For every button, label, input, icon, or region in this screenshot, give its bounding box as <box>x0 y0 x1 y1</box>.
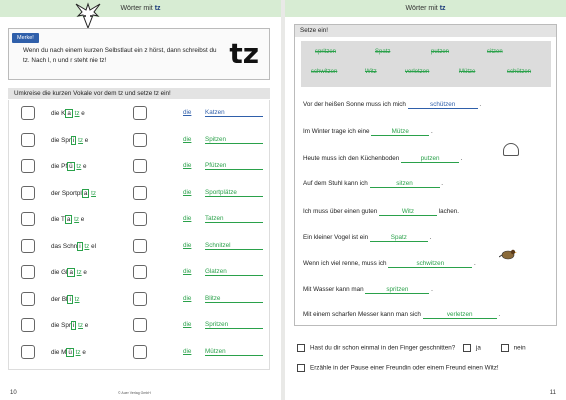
word-fragment: das Schn i tz el <box>51 242 96 250</box>
picture-icon <box>21 186 35 200</box>
exercise-row <box>9 100 271 126</box>
word-fragment: die T a tz e <box>51 216 85 223</box>
fill-blank[interactable]: schützen <box>408 101 478 109</box>
word-bank-item: schwitzen <box>311 69 338 75</box>
picture-icon <box>21 345 35 359</box>
picture-icon <box>21 318 35 332</box>
exercise-row <box>9 153 271 179</box>
fill-blank[interactable]: Witz <box>379 208 437 216</box>
merke-box <box>8 28 270 80</box>
picture-icon <box>21 212 35 226</box>
exercise-box <box>294 24 557 326</box>
fill-sentence: Vor der heißen Sonne muss ich mich schützen . <box>303 101 482 108</box>
answer-field[interactable]: Sportplätze <box>205 189 263 197</box>
exercise-row <box>9 206 271 232</box>
page-number-left: 10 <box>10 390 17 396</box>
picture-icon <box>133 212 147 226</box>
answer-field[interactable]: Mützen <box>205 348 263 356</box>
task-instruction: Umkreise die kurzen Vokale vor dem tz und setze tz ein! <box>8 88 270 99</box>
article-label: die <box>183 294 192 302</box>
fill-sentence: Im Winter trage ich eine Mütze . <box>303 128 433 135</box>
answer-field[interactable]: Schnitzel <box>205 242 263 250</box>
word-bank-item: putzen <box>431 49 450 55</box>
word-bank-item: Witz <box>365 69 377 75</box>
article-label: die <box>183 135 192 143</box>
article-label: die <box>183 188 192 196</box>
question-2: Erzähle in der Pause einer Freundin oder einem Freund einen Witz! <box>297 364 499 372</box>
word-bank-item: verletzen <box>405 69 430 75</box>
picture-icon <box>21 159 35 173</box>
picture-icon <box>133 318 147 332</box>
fill-blank[interactable]: schwitzen <box>388 260 472 268</box>
word-fragment: der Bl i tz <box>51 295 80 303</box>
question-1-checkbox[interactable] <box>297 344 305 352</box>
answer-field[interactable]: Blitze <box>205 295 263 303</box>
picture-icon <box>133 345 147 359</box>
picture-icon <box>133 239 147 253</box>
article-label: die <box>183 215 192 222</box>
answer-field[interactable]: Katzen <box>205 109 263 117</box>
fill-sentence: Ein kleiner Vogel ist ein Spatz . <box>303 234 432 241</box>
word-fragment: die Pf ü tz e <box>51 163 87 170</box>
picture-icon <box>21 292 35 306</box>
merke-tag: Merke! <box>12 33 39 43</box>
fill-sentence: Auf dem Stuhl kann ich sitzen . <box>303 180 444 187</box>
picture-icon <box>133 186 147 200</box>
picture-icon <box>21 265 35 279</box>
picture-icon <box>21 106 35 120</box>
answer-field[interactable]: Glatzen <box>205 268 263 276</box>
answer-field[interactable]: Spitzen <box>205 136 263 144</box>
word-fragment: die Spr i tz e <box>51 322 89 329</box>
fill-blank[interactable]: Spatz <box>370 234 428 242</box>
fill-blank[interactable]: verletzen <box>423 311 497 319</box>
picture-icon <box>133 292 147 306</box>
page-number-right: 11 <box>549 390 556 396</box>
question-1: Hast du dir schon einmal in den Finger geschnitten? ja nein <box>297 344 526 352</box>
exercise-row <box>9 233 271 259</box>
picture-icon <box>133 159 147 173</box>
right-header: Wörter mit tz <box>285 0 566 17</box>
word-fragment: die K a tz e <box>51 110 85 117</box>
exercise-row <box>9 339 271 365</box>
bird-icon <box>499 247 517 261</box>
exercise-rows <box>8 100 270 370</box>
fill-sentence: Mit Wasser kann man spritzen . <box>303 286 433 293</box>
bell-icon <box>503 143 519 156</box>
word-bank-item: Spatz <box>375 49 391 55</box>
article-label: die <box>183 347 192 355</box>
article-label: die <box>183 109 192 116</box>
word-bank <box>301 41 551 87</box>
tz-label: tz <box>229 37 259 70</box>
question-2-checkbox[interactable] <box>297 364 305 372</box>
exercise-row <box>9 286 271 312</box>
fill-blank[interactable]: spritzen <box>365 286 429 294</box>
article-label: die <box>183 321 192 328</box>
article-label: die <box>183 162 192 169</box>
fill-blank[interactable]: sitzen <box>370 180 440 188</box>
word-bank-item: Mütze <box>459 69 476 75</box>
word-bank-item: sitzen <box>487 49 503 55</box>
merke-text: Wenn du nach einem kurzen Selbstlaut ein z hörst, dann schreibst du tz. Nach l, n und r steht nie tz! <box>23 47 217 64</box>
exercise-row <box>9 312 271 338</box>
word-fragment: die Gl a tz e <box>51 269 87 276</box>
fill-sentence: Mit einem scharfen Messer kann man sich verletzen . <box>303 311 501 318</box>
answer-field[interactable]: Tatzen <box>205 215 263 223</box>
picture-icon <box>133 133 147 147</box>
fill-sentence: Ich muss über einen guten Witz lachen. <box>303 208 460 215</box>
left-header: Wörter mit tz <box>0 0 281 17</box>
word-bank-item: schützen <box>507 69 532 75</box>
yes-checkbox[interactable] <box>463 344 471 352</box>
fill-sentence: Wenn ich viel renne, muss ich schwitzen . <box>303 260 476 267</box>
answer-field[interactable]: Pfützen <box>205 162 263 170</box>
word-fragment: die Spr i tz e <box>51 136 89 144</box>
exercise-row <box>9 180 271 206</box>
picture-icon <box>133 106 147 120</box>
picture-icon <box>133 265 147 279</box>
answer-field[interactable]: Spritzen <box>205 321 263 329</box>
left-page <box>0 0 281 400</box>
right-page <box>285 0 566 400</box>
exercise-row <box>9 127 271 153</box>
fill-blank[interactable]: putzen <box>401 155 459 163</box>
exercise-title: Setze ein! <box>295 25 556 37</box>
picture-icon <box>21 239 35 253</box>
copyright: © Auer Verlag GmbH <box>118 391 151 395</box>
fill-blank[interactable]: Mütze <box>371 128 429 136</box>
word-bank-item: spritzen <box>315 49 337 55</box>
no-checkbox[interactable] <box>501 344 509 352</box>
exercise-row <box>9 259 271 285</box>
picture-icon <box>21 133 35 147</box>
fill-sentence: Heute muss ich den Küchenboden putzen . <box>303 155 463 162</box>
article-label: die <box>183 241 192 249</box>
word-fragment: der Sportpl a tz <box>51 189 96 197</box>
article-label: die <box>183 268 192 275</box>
word-fragment: die M ü tz e <box>51 348 86 356</box>
